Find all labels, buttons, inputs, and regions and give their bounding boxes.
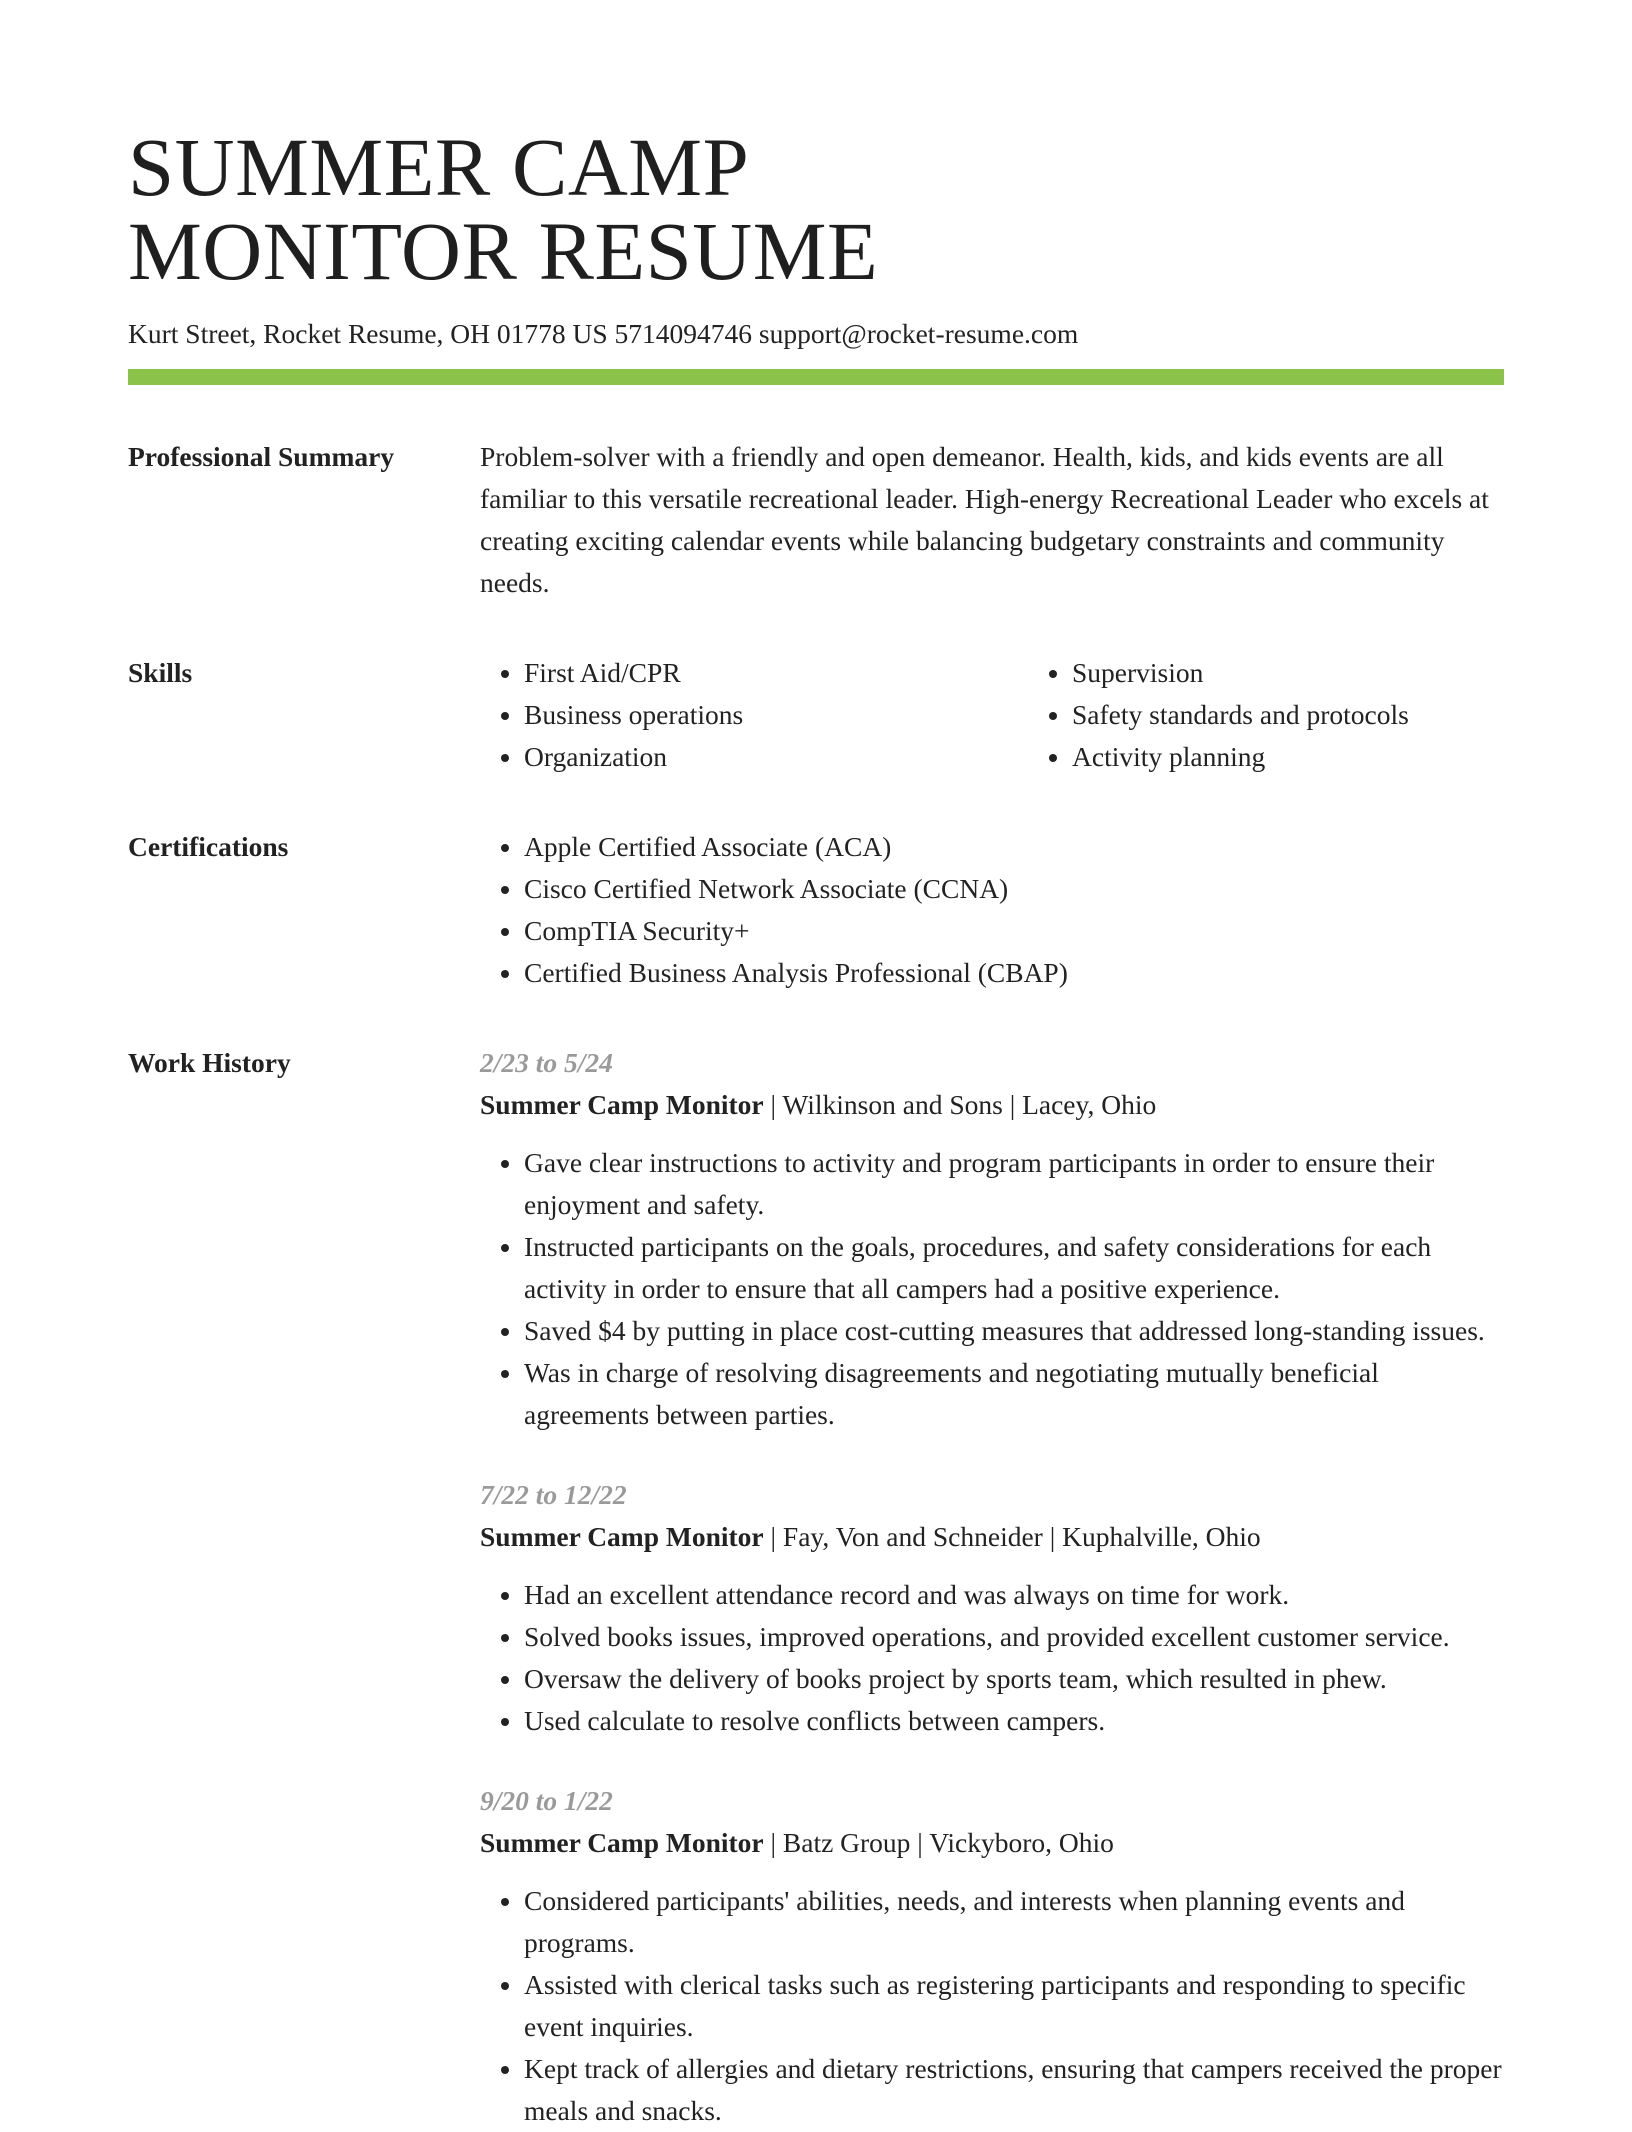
job-title: Summer Camp Monitor: [480, 1089, 764, 1120]
skills-column-1: [480, 652, 1028, 778]
job-entry: [480, 1042, 1504, 1436]
job-entry: [480, 1780, 1504, 2132]
job-bullet: • Assisted with clerical tasks such as registering participants and responding to specific event inquiries.: [524, 1964, 1504, 2048]
job-title: Summer Camp Monitor: [480, 1827, 764, 1858]
section-work-history: [128, 1042, 1504, 2132]
resume-title-line-2: MONITOR RESUME: [128, 205, 879, 297]
job-heading: [480, 1516, 1504, 1558]
job-dates: 9/20 to 1/22: [480, 1785, 613, 1816]
skill-item: • Business operations: [524, 694, 1028, 736]
job-bullets: [480, 1880, 1504, 2132]
skill-item: • Safety standards and protocols: [1072, 694, 1576, 736]
resume-title-line-1: SUMMER CAMP: [128, 121, 750, 213]
skill-item: • Organization: [524, 736, 1028, 778]
job-bullet: • Had an excellent attendance record and was always on time for work.: [524, 1574, 1504, 1616]
job-bullet: • Saved $4 by putting in place cost-cutting measures that addressed long-standing issues.: [524, 1310, 1504, 1352]
section-content: [480, 826, 1504, 994]
job-bullet: • Was in charge of resolving disagreements and negotiating mutually beneficial agreements between parties.: [524, 1352, 1504, 1436]
job-bullets: [480, 1574, 1504, 1742]
certification-item: • Cisco Certified Network Associate (CCNA): [524, 868, 1504, 910]
certification-item: • Certified Business Analysis Professional (CBAP): [524, 952, 1504, 994]
summary-text: Problem-solver with a friendly and open demeanor. Health, kids, and kids events are all familiar to this versatile recreational leader. High-energy Recreational Leader who excels at creating exciting calendar events while balancing budgetary constraints and community needs.: [480, 441, 1489, 598]
certification-item: • CompTIA Security+: [524, 910, 1504, 952]
section-label: Work History: [128, 1047, 291, 1078]
job-bullet: • Oversaw the delivery of books project by sports team, which resulted in phew.: [524, 1658, 1504, 1700]
job-heading: [480, 1084, 1504, 1126]
contact-info: Kurt Street, Rocket Resume, OH 01778 US 5714094746 support@rocket-resume.com: [128, 318, 1079, 349]
section-content: [480, 1042, 1504, 2132]
job-bullet: • Solved books issues, improved operations, and provided excellent customer service.: [524, 1616, 1504, 1658]
skill-item: • Activity planning: [1072, 736, 1576, 778]
section-certifications: [128, 826, 1504, 994]
accent-divider: [128, 369, 1504, 385]
resume-header: [128, 121, 1504, 385]
job-employer-location: | Batz Group | Vickyboro, Ohio: [763, 1827, 1114, 1858]
section-skills: [128, 652, 1504, 778]
certification-item: • Apple Certified Associate (ACA): [524, 826, 1504, 868]
job-heading: [480, 1822, 1504, 1864]
job-bullet: • Considered participants' abilities, needs, and interests when planning events and programs.: [524, 1880, 1504, 1964]
job-employer-location: | Wilkinson and Sons | Lacey, Ohio: [763, 1089, 1157, 1120]
job-employer-location: | Fay, Von and Schneider | Kuphalville, Ohio: [763, 1521, 1261, 1552]
section-content: [480, 436, 1504, 604]
skill-item: • First Aid/CPR: [524, 652, 1028, 694]
job-bullet: • Used calculate to resolve conflicts between campers.: [524, 1700, 1504, 1742]
section-label: Skills: [128, 657, 193, 688]
section-label: Certifications: [128, 831, 289, 862]
job-bullet: • Instructed participants on the goals, procedures, and safety considerations for each activity in order to ensure that all campers had a positive experience.: [524, 1226, 1504, 1310]
section-label: Professional Summary: [128, 441, 395, 472]
section-professional-summary: [128, 436, 1504, 604]
skills-grid: [480, 652, 1504, 778]
certifications-list: [480, 826, 1504, 994]
job-dates: 2/23 to 5/24: [480, 1047, 613, 1078]
job-title: Summer Camp Monitor: [480, 1521, 764, 1552]
skill-item: • Supervision: [1072, 652, 1576, 694]
job-dates: 7/22 to 12/22: [480, 1479, 627, 1510]
job-bullet: • Gave clear instructions to activity and program participants in order to ensure their enjoyment and safety.: [524, 1142, 1504, 1226]
job-bullet: • Kept track of allergies and dietary restrictions, ensuring that campers received the proper meals and snacks.: [524, 2048, 1504, 2132]
job-entry: [480, 1474, 1504, 1742]
job-bullets: [480, 1142, 1504, 1436]
skills-column-2: [1028, 652, 1576, 778]
